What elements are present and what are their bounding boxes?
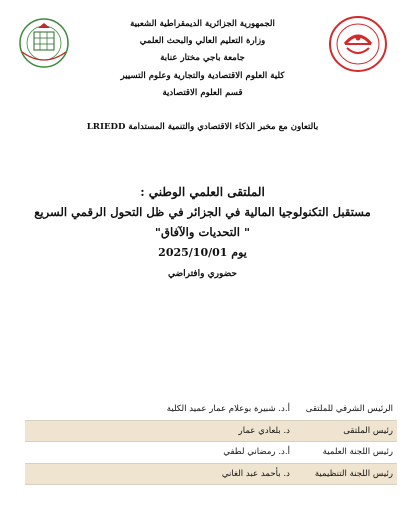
header-line-ministry: وزارة التعليم العالي والبحث العلمي [139,36,266,47]
university-logo-left [14,16,74,74]
university-logo-left-icon [14,16,74,74]
event-theme: " التحديات والآفاق" [154,225,251,239]
header-line-faculty: كلية العلوم الاقتصادية والتجارية وعلوم التسيير [120,70,285,81]
committee-name: أ.د. رمضاني لطفي [25,442,294,464]
header-line-university: جامعة باجي مختار عنابة [160,53,245,64]
committee-table [25,399,397,485]
committee-row [25,442,397,464]
institution-header [70,16,335,102]
event-block [10,182,395,284]
committee-role: الرئيس الشرفي للملتقى [294,399,397,420]
committee-role: رئيس اللجنة التنظيمية [294,463,397,485]
committee-name: أ.د. شبيرة بوعلام عمار عميد الكلية [25,399,294,420]
header-line-department: قسم العلوم الاقتصادية [162,87,243,98]
event-title: الملتقى العلمي الوطني : [140,185,265,199]
event-format: حضوري وافتراضي [167,269,238,279]
committee-row [25,399,397,420]
committee-row [25,420,397,442]
committee-row [25,463,397,485]
committee-name: د. بلعادي عمار [25,420,294,442]
event-date: يوم 2025/10/01 [158,246,247,259]
committee-name: د. بأحمد عبد الغاني [25,463,294,485]
committee-role: رئيس اللجنة العلمية [294,442,397,464]
header-line-republic: الجمهورية الجزائرية الديمقراطية الشعبية [130,19,275,29]
committee-role: رئيس الملتقى [294,420,397,442]
event-subtitle: مستقبل التكنولوجيا المالية في الجزائر في ظل التحول الرقمي السريع [34,205,371,219]
header-line-collaboration: بالتعاون مع مخبر الذكاء الاقتصادي والتنمية المستدامة LRIEDD [86,122,319,132]
